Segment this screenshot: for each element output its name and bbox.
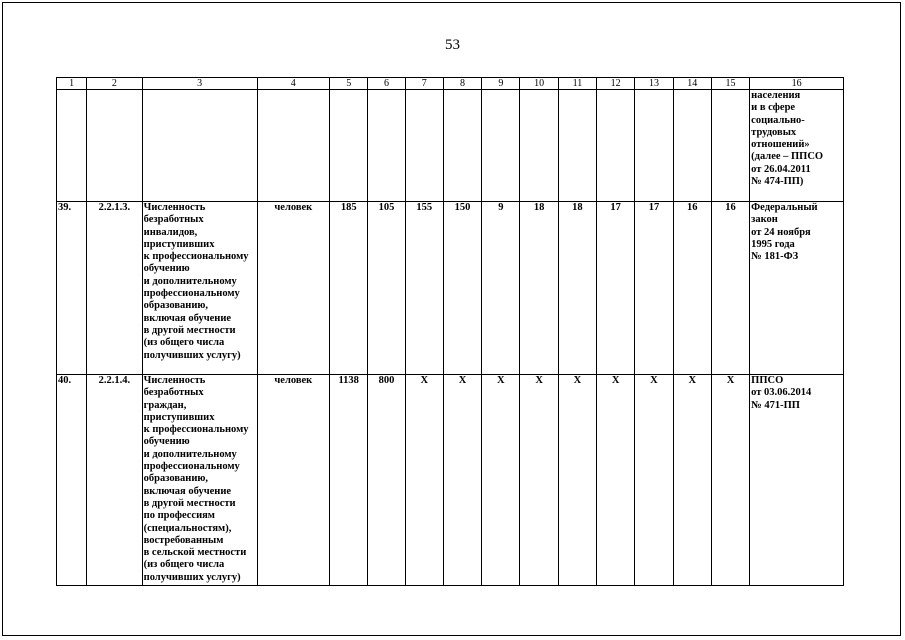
value-cell <box>673 90 711 202</box>
value-cell: X <box>405 375 443 586</box>
column-number: 16 <box>750 78 844 90</box>
unit-cell: человек <box>257 202 330 375</box>
column-number: 11 <box>558 78 596 90</box>
item-code-cell: 2.2.1.4. <box>87 375 142 586</box>
value-cell: X <box>520 375 558 586</box>
value-cell: 800 <box>368 375 405 586</box>
value-cell: 105 <box>368 202 405 375</box>
value-cell: 9 <box>482 202 520 375</box>
value-cell <box>520 90 558 202</box>
value-cell: X <box>673 375 711 586</box>
table-row <box>57 375 844 586</box>
value-cell: 1138 <box>330 375 368 586</box>
column-number: 2 <box>87 78 142 90</box>
indicator-name-cell: Численность безработных инвалидов, приступивших к профессиональному обучению и дополнительному профессиональному образованию, включая обучение в другой местности (из общего числа получивших услугу) <box>142 202 257 375</box>
data-table <box>56 77 844 586</box>
value-cell <box>558 90 596 202</box>
value-cell: X <box>482 375 520 586</box>
row-index-cell: 39. <box>57 202 87 375</box>
value-cell: 18 <box>558 202 596 375</box>
page-number: 53 <box>445 37 460 53</box>
column-number: 5 <box>330 78 368 90</box>
column-number: 1 <box>57 78 87 90</box>
value-cell <box>635 90 673 202</box>
unit-cell: человек <box>257 375 330 586</box>
value-cell <box>597 90 635 202</box>
row-index-cell: 40. <box>57 375 87 586</box>
column-number: 6 <box>368 78 405 90</box>
indicator-name-cell: Численность безработных граждан, приступивших к профессиональному обучению и дополнительному профессиональному образованию, включая обучение в другой местности по профессиям (специальностям), востребованным в сельской местности (из общего числа получивших услугу) <box>142 375 257 586</box>
value-cell: 16 <box>711 202 749 375</box>
value-cell <box>330 90 368 202</box>
value-cell: X <box>597 375 635 586</box>
item-code-cell: 2.2.1.3. <box>87 202 142 375</box>
column-number: 13 <box>635 78 673 90</box>
value-cell: 17 <box>597 202 635 375</box>
value-cell: 17 <box>635 202 673 375</box>
item-code-cell <box>87 90 142 202</box>
value-cell: 185 <box>330 202 368 375</box>
column-number: 3 <box>142 78 257 90</box>
table-header-row <box>57 78 844 90</box>
row-index-cell <box>57 90 87 202</box>
value-cell: X <box>711 375 749 586</box>
value-cell: X <box>558 375 596 586</box>
value-cell <box>482 90 520 202</box>
column-number: 14 <box>673 78 711 90</box>
value-cell <box>443 90 481 202</box>
legal-basis-cell: населения и в сфере социально- трудовых отношений» (далее – ППСО от 26.04.2011 № 474-ПП) <box>750 90 844 202</box>
value-cell: X <box>635 375 673 586</box>
indicator-name-cell <box>142 90 257 202</box>
column-number: 10 <box>520 78 558 90</box>
legal-basis-cell: Федеральный закон от 24 ноября 1995 года № 181-ФЗ <box>750 202 844 375</box>
column-number: 12 <box>597 78 635 90</box>
value-cell <box>405 90 443 202</box>
column-number: 15 <box>711 78 749 90</box>
unit-cell <box>257 90 330 202</box>
legal-basis-cell: ППСО от 03.06.2014 № 471-ПП <box>750 375 844 586</box>
value-cell: 155 <box>405 202 443 375</box>
value-cell: 150 <box>443 202 481 375</box>
value-cell <box>368 90 405 202</box>
value-cell: 16 <box>673 202 711 375</box>
value-cell: 18 <box>520 202 558 375</box>
column-number: 9 <box>482 78 520 90</box>
table-row <box>57 90 844 202</box>
value-cell <box>711 90 749 202</box>
column-number: 7 <box>405 78 443 90</box>
column-number: 4 <box>257 78 330 90</box>
column-number: 8 <box>443 78 481 90</box>
value-cell: X <box>443 375 481 586</box>
table-row <box>57 202 844 375</box>
